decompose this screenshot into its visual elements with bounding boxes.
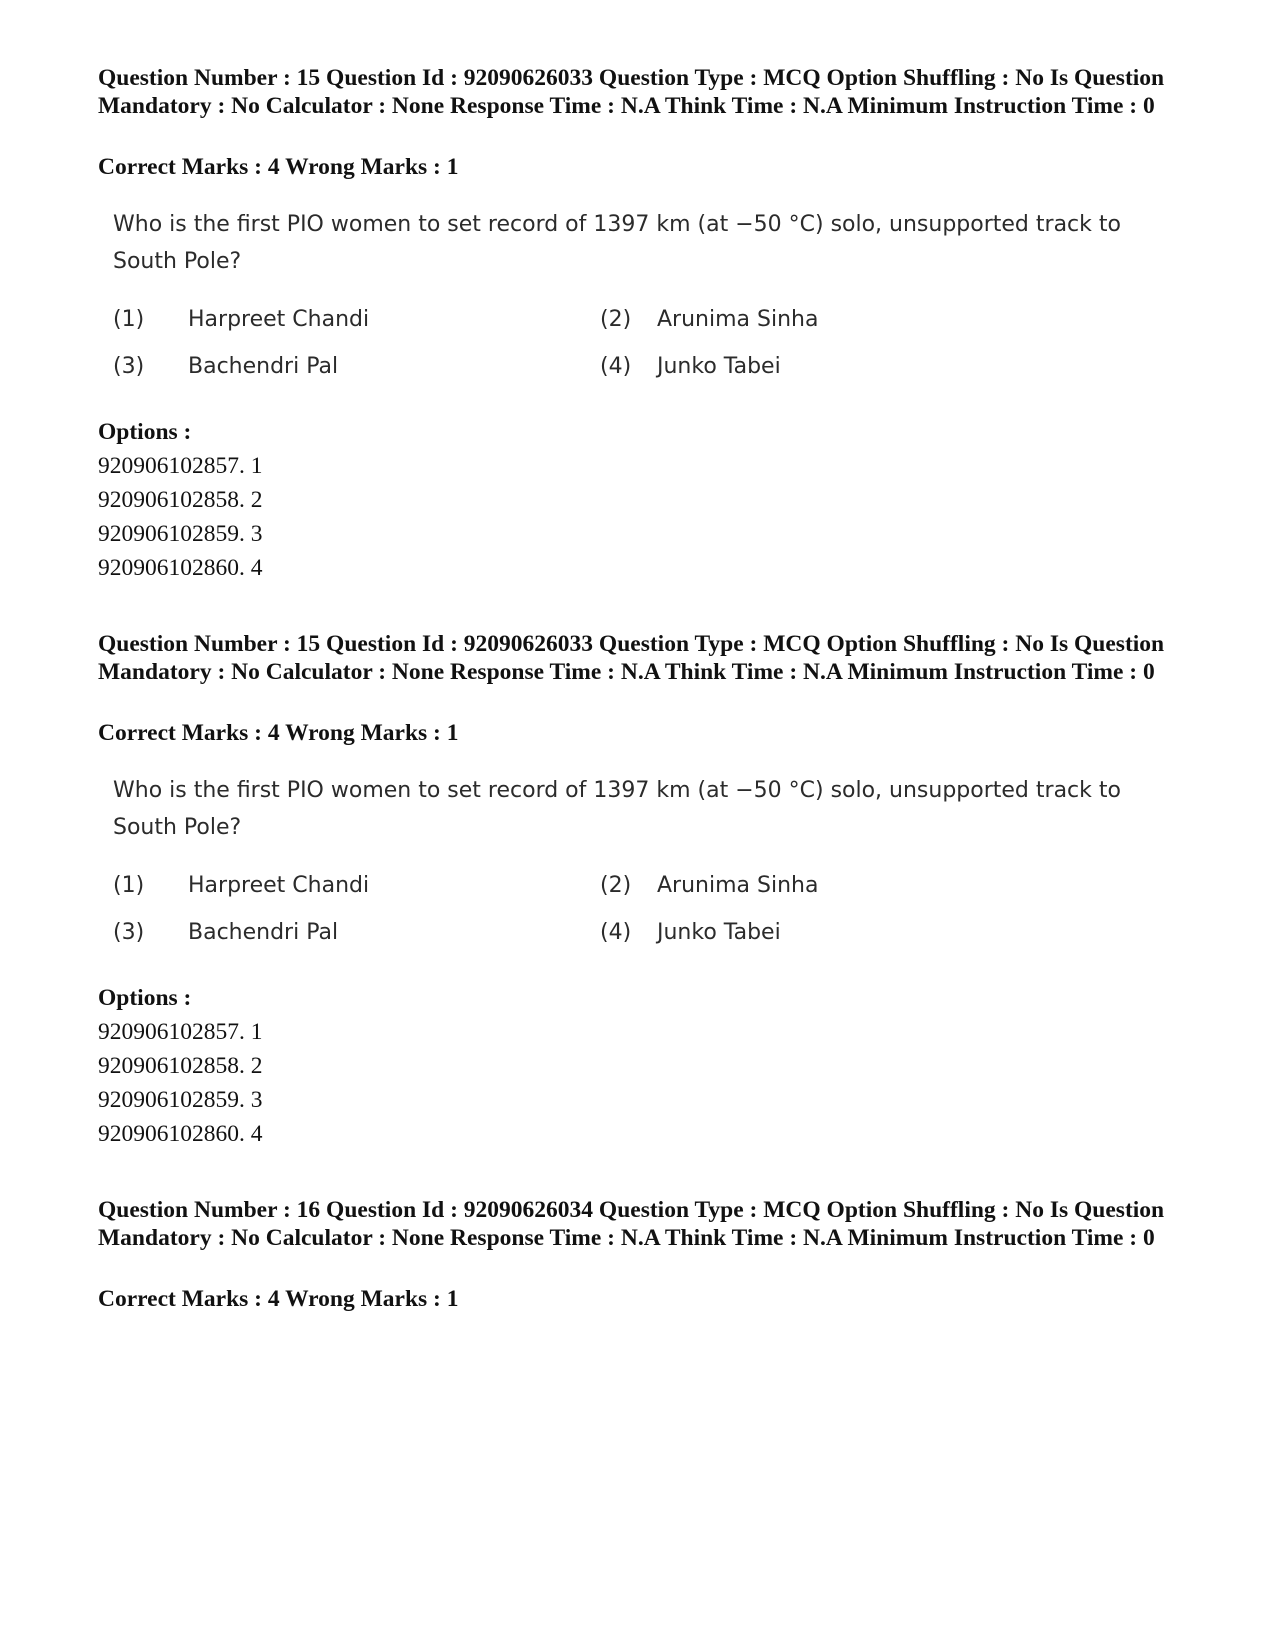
question-text-2: Who is the first PIO women to set record of 1397 km (at −50 °C) solo, unsupported track to South Pole?	[113, 778, 1121, 840]
option-id-line: 920906102859. 3	[98, 521, 263, 547]
choice-text: Junko Tabei	[657, 920, 781, 945]
option-id-line: 920906102857. 1	[98, 1019, 263, 1045]
options-title-2: Options :	[98, 985, 192, 1011]
choice-text: Bachendri Pal	[188, 354, 339, 379]
question-meta-1: Question Number : 15 Question Id : 92090626033 Question Type : MCQ Option Shuffling : No Is Question Mandatory : No Calculator : None Response Time : N.A Think Time : N.A Minimum Instruction Time : 0	[98, 65, 1165, 119]
option-id-line: 920906102860. 4	[98, 555, 263, 581]
choice-number: (2)	[600, 873, 632, 898]
question-marks-2: Correct Marks : 4 Wrong Marks : 1	[98, 720, 459, 746]
option-id-line: 920906102860. 4	[98, 1121, 263, 1147]
choice-number: (4)	[600, 354, 632, 379]
option-id-line: 920906102858. 2	[98, 487, 263, 513]
choice-number: (1)	[113, 307, 145, 332]
question-meta-2: Question Number : 15 Question Id : 92090626033 Question Type : MCQ Option Shuffling : No Is Question Mandatory : No Calculator : None Response Time : N.A Think Time : N.A Minimum Instruction Time : 0	[98, 631, 1165, 685]
choice-text: Harpreet Chandi	[188, 873, 370, 898]
choice-text: Arunima Sinha	[657, 873, 819, 898]
question-marks-1: Correct Marks : 4 Wrong Marks : 1	[98, 154, 459, 180]
choice-text: Bachendri Pal	[188, 920, 339, 945]
option-id-line: 920906102857. 1	[98, 453, 263, 479]
choice-text: Arunima Sinha	[657, 307, 819, 332]
choice-number: (3)	[113, 920, 145, 945]
choice-text: Junko Tabei	[657, 354, 781, 379]
question-meta-3: Question Number : 16 Question Id : 92090626034 Question Type : MCQ Option Shuffling : No Is Question Mandatory : No Calculator : None Response Time : N.A Think Time : N.A Minimum Instruction Time : 0	[98, 1197, 1165, 1251]
choice-number: (3)	[113, 354, 145, 379]
option-id-line: 920906102858. 2	[98, 1053, 263, 1079]
choice-number: (4)	[600, 920, 632, 945]
question-marks-3: Correct Marks : 4 Wrong Marks : 1	[98, 1286, 459, 1312]
choice-text: Harpreet Chandi	[188, 307, 370, 332]
choice-number: (2)	[600, 307, 632, 332]
choice-number: (1)	[113, 873, 145, 898]
question-text-1: Who is the first PIO women to set record of 1397 km (at −50 °C) solo, unsupported track to South Pole?	[113, 212, 1121, 274]
options-title-1: Options :	[98, 419, 192, 445]
option-id-line: 920906102859. 3	[98, 1087, 263, 1113]
